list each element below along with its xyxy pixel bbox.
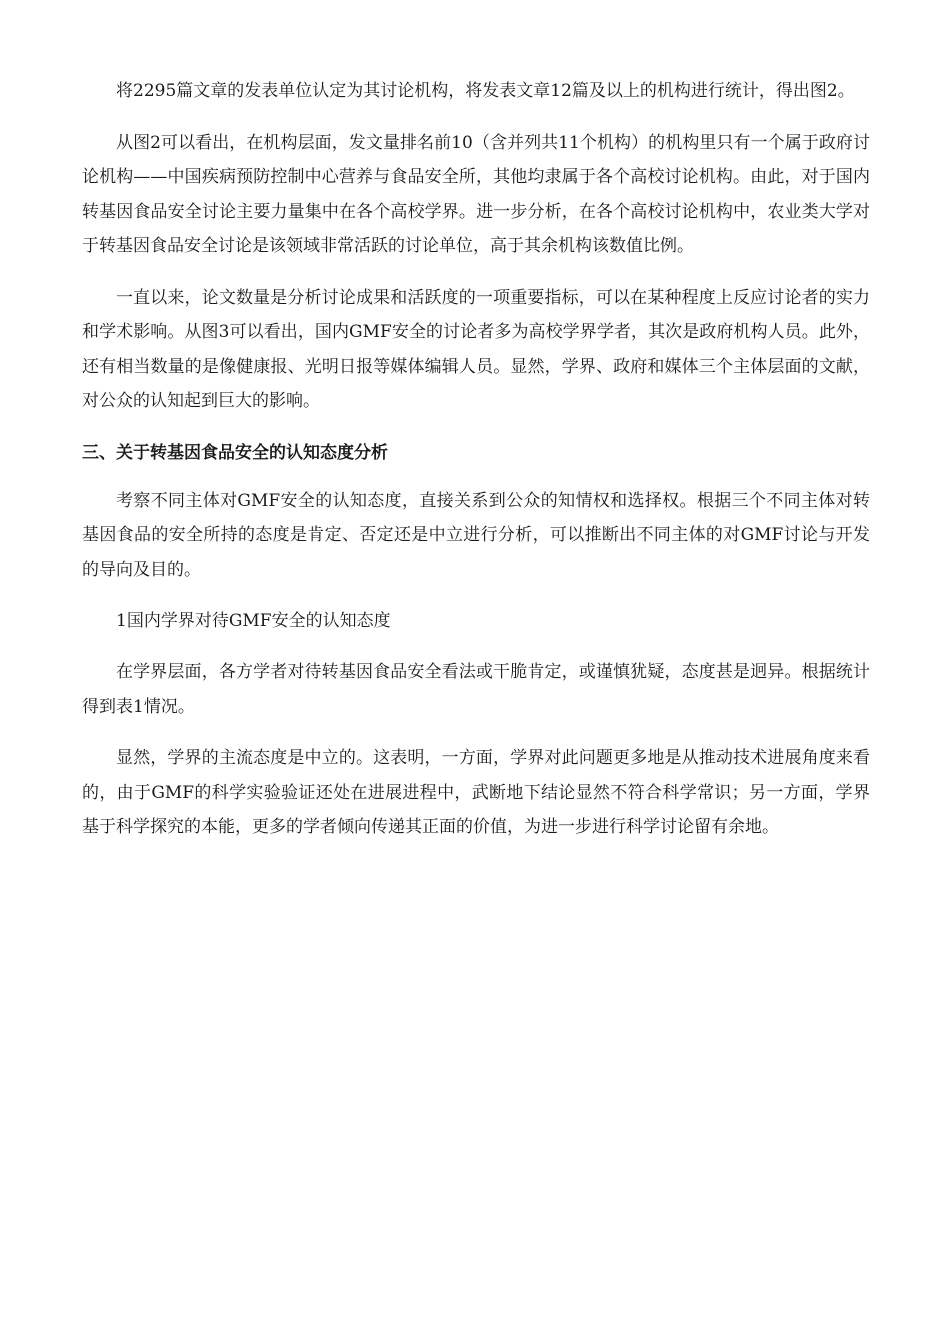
section-heading-attitude-analysis: 三、关于转基因食品安全的认知态度分析: [82, 442, 388, 463]
document-page: [82, 74, 870, 862]
paragraph-institution-statistics: 将2295篇文章的发表单位认定为其讨论机构，将发表文章12篇及以上的机构进行统计，得出图2。: [116, 81, 855, 101]
paragraph-institution-analysis: 从图2可以看出，在机构层面，发文量排名前10（含并列共11个机构）的机构里只有一个属于政府讨论机构——中国疾病预防控制中心营养与食品安全所，其他均隶属于各个高校讨论机构。由此，对于国内转基因食品安全讨论主要力量集中在各个高校学界。进一步分析，在各个高校讨论机构中，农业类大学对于转基因食品安全讨论是该领域非常活跃的讨论单位，高于其余机构该数值比例。: [82, 132, 870, 256]
subsection-heading-academia: 1国内学界对待GMF安全的认知态度: [116, 611, 391, 631]
paragraph-author-analysis: 一直以来，论文数量是分析讨论成果和活跃度的一项重要指标，可以在某种程度上反应讨论者的实力和学术影响。从图3可以看出，国内GMF安全的讨论者多为高校学界学者，其次是政府机构人员。此外，还有相当数量的是像健康报、光明日报等媒体编辑人员。显然，学界、政府和媒体三个主体层面的文献，对公众的认知起到巨大的影响。: [82, 287, 870, 411]
paragraph-attitude-intro: 考察不同主体对GMF安全的认知态度，直接关系到公众的知情权和选择权。根据三个不同主体对转基因食品的安全所持的态度是肯定、否定还是中立进行分析，可以推断出不同主体的对GMF讨论与开发的导向及目的。: [82, 490, 870, 580]
paragraph-academia-conclusion: 显然，学界的主流态度是中立的。这表明，一方面，学界对此问题更多地是从推动技术进展角度来看的，由于GMF的科学实验验证还处在进展进程中，武断地下结论显然不符合科学常识；另一方面，学界基于科学探究的本能，更多的学者倾向传递其正面的价值，为进一步进行科学讨论留有余地。: [82, 748, 870, 837]
paragraph-academia-views: 在学界层面，各方学者对待转基因食品安全看法或干脆肯定，或谨慎犹疑，态度甚是迥异。根据统计得到表1情况。: [82, 662, 870, 717]
